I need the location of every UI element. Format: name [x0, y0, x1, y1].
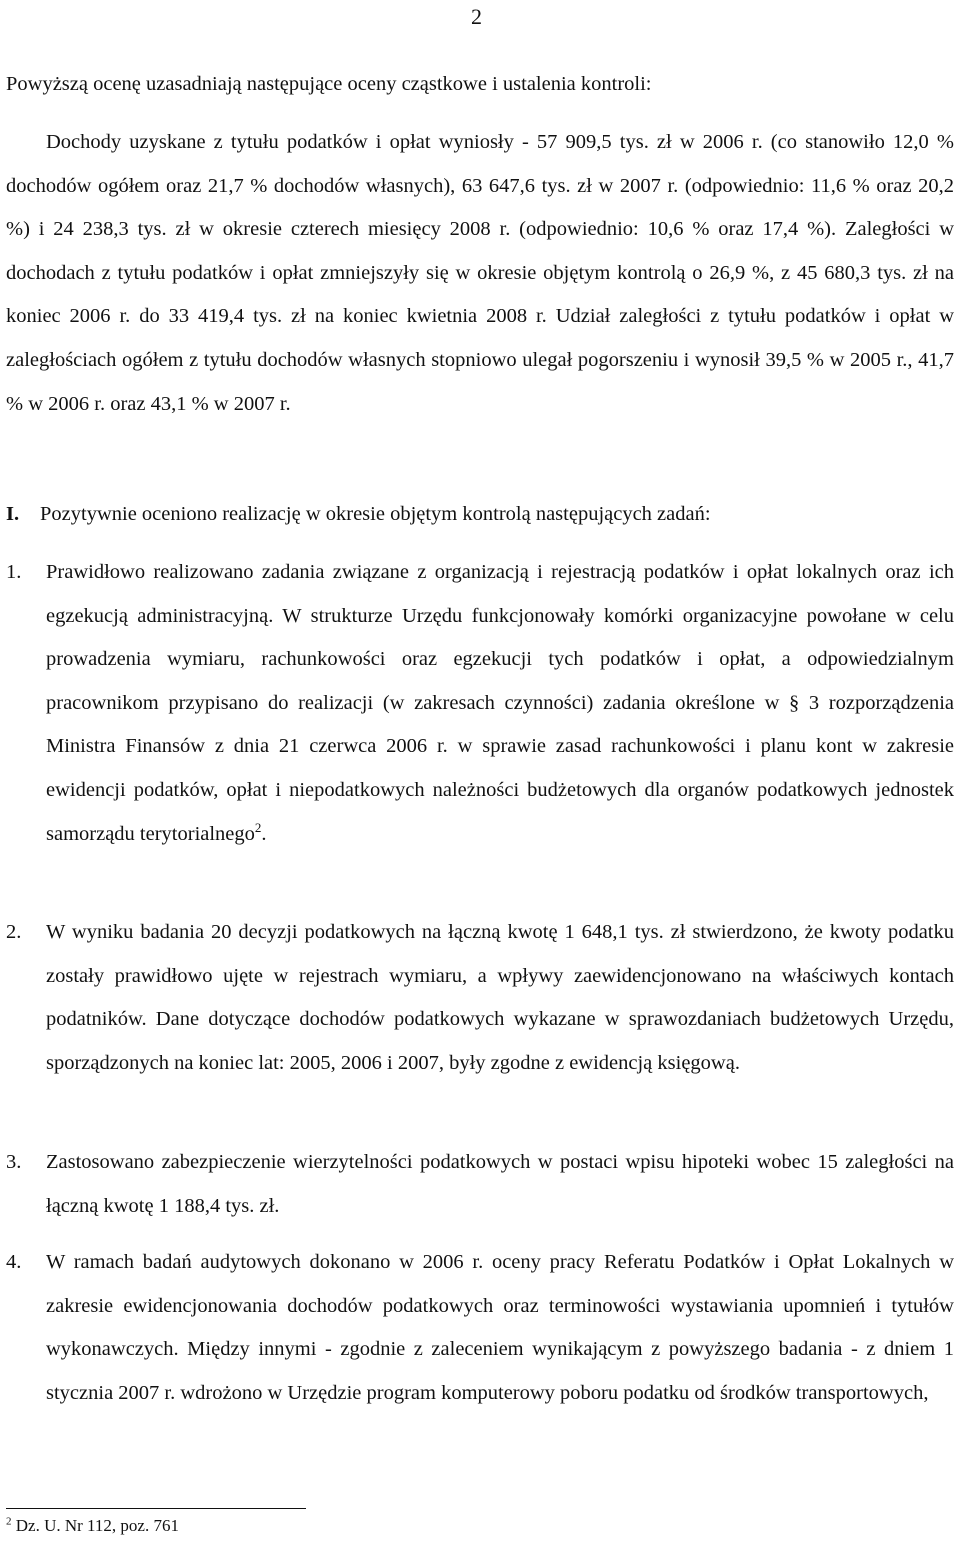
section-heading — [6, 493, 954, 537]
list-item-number: 2. — [6, 921, 22, 943]
footnote-divider — [6, 1508, 306, 1509]
section-numeral: I. — [6, 503, 20, 525]
income-paragraph: Dochody uzyskane z tytułu podatków i opłat wyniosły - 57 909,5 tys. zł w 2006 r. (co stanowiło 12,0 % dochodów ogółem oraz 21,7 % dochodów własnych), 63 647,6 tys. zł w 2007 r. (odpowiednio: 11,6 % oraz 20,2 %) i 24 238,3 tys. zł w okresie czterech miesięcy 2008 r. (odpowiednio: 10,6 % oraz 17,4 %). Zaległości w dochodach z tytułu podatków i opłat zmniejszyły się w okresie objętym kontrolą o 26,9 %, z 45 680,3 tys. zł na koniec 2006 r. do 33 419,4 tys. zł na koniec kwietnia 2008 r. Udział zaległości z tytułu podatków i opłat w zaległościach ogółem z tytułu dochodów własnych stopniowo ulegał pogorszeniu i wynosił 39,5 % w 2005 r., 41,7 % w 2006 r. oraz 43,1 % w 2007 r. — [6, 131, 954, 415]
list-item-text: W wyniku badania 20 decyzji podatkowych na łączną kwotę 1 648,1 tys. zł stwierdzono, że kwoty podatku zostały prawidłowo ujęte w rejestrach wymiaru, a wpływy zaewidencjonowano na właściwych kontach podatników. Dane dotyczące dochodów podatkowych wykazane w sprawozdaniach budżetowych Urzędu, sporządzonych na koniec lat: 2005, 2006 i 2007, były zgodne z ewidencją księgową. — [46, 921, 954, 1074]
footnote-marker: 2 — [6, 1515, 12, 1528]
page-number: 2 — [471, 4, 482, 29]
list-item-text — [46, 551, 954, 856]
footnote — [6, 1515, 179, 1537]
list-item-2 — [6, 911, 954, 1085]
list-item-number: 4. — [6, 1251, 22, 1273]
list-item-number: 3. — [6, 1151, 22, 1173]
intro-paragraph: Powyższą ocenę uzasadniają następujące oceny cząstkowe i ustalenia kontroli: — [6, 73, 652, 95]
list-item-text: Zastosowano zabezpieczenie wierzytelności podatkowych w postaci wpisu hipoteki wobec 15 zaległości na łączną kwotę 1 188,4 tys. zł. — [46, 1151, 954, 1217]
footnote-text: Dz. U. Nr 112, poz. 761 — [15, 1516, 179, 1535]
list-item-4 — [6, 1241, 954, 1415]
list-item-1 — [6, 551, 954, 856]
list-item-3 — [6, 1141, 954, 1228]
section-title: Pozytywnie oceniono realizację w okresie objętym kontrolą następujących zadań: — [40, 503, 711, 525]
list-item-end: . — [261, 822, 267, 845]
footnote-reference: 2 — [254, 819, 262, 835]
list-item-number: 1. — [6, 561, 22, 583]
list-item-text: W ramach badań audytowych dokonano w 2006 r. oceny pracy Referatu Podatków i Opłat Lokalnych w zakresie ewidencjonowania dochodów podatkowych oraz terminowości wystawiania upomnień i tytułów wykonawczych. Między innymi - zgodnie z zaleceniem wynikającym z powyższego badania - z dniem 1 stycznia 2007 r. wdrożono w Urzędzie program komputerowy poboru podatku od środków transportowych, — [46, 1251, 954, 1404]
list-item-body: Prawidłowo realizowano zadania związane z organizacją i rejestracją podatków i opłat lokalnych oraz ich egzekucją administracyjną. W strukturze Urzędu funkcjonowały komórki organizacyjne powołane w celu prowadzenia wymiaru, rachunkowości oraz egzekucji tych podatków i opłat, a odpowiedzialnym pracownikom przypisano do realizacji (w zakresach czynności) zadania określone w § 3 rozporządzenia Ministra Finansów z dnia 21 czerwca 2006 r. w sprawie zasad rachunkowości i planu kont w zakresie ewidencji podatków, opłat i niepodatkowych należności budżetowych dla organów podatkowych jednostek samorządu terytorialnego — [46, 561, 954, 845]
